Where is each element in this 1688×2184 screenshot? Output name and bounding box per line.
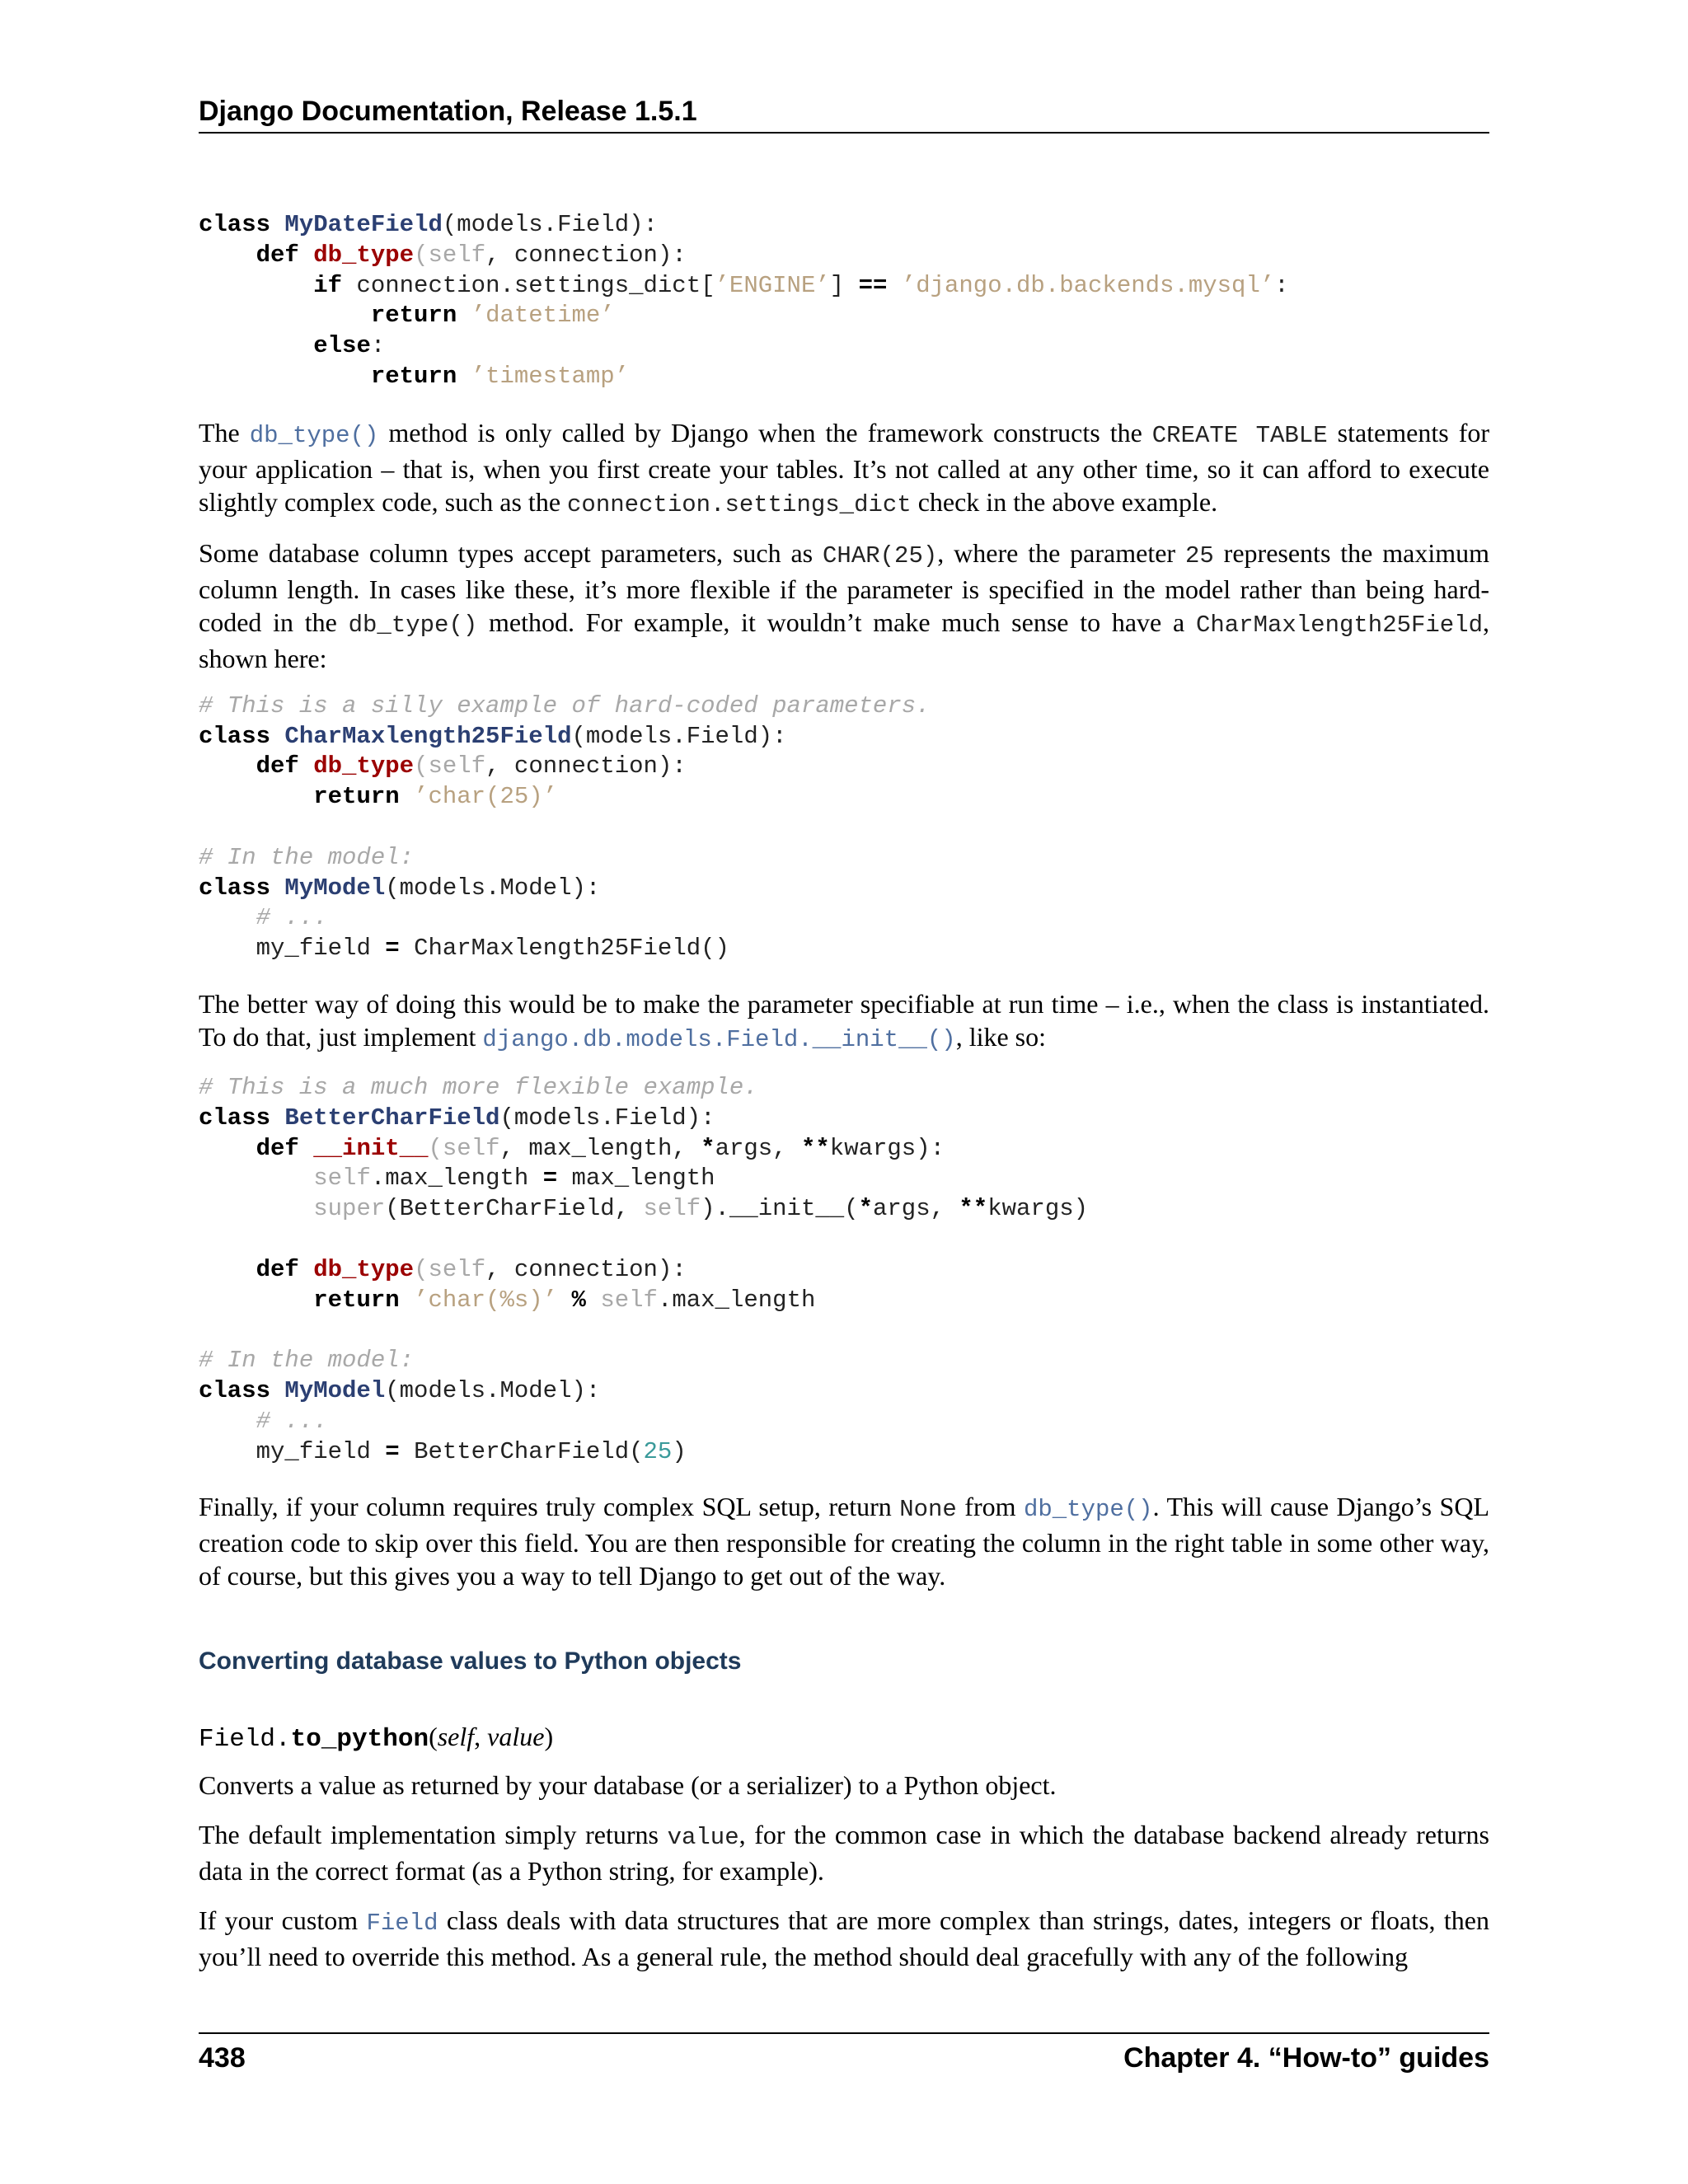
code-self: self	[442, 1134, 500, 1162]
code-token: , connection):	[485, 241, 687, 269]
code-token: connection.settings_dict[	[342, 271, 715, 299]
code-string: ’django.db.backends.mysql’	[901, 271, 1275, 299]
code-string: ’char(25)’	[414, 783, 558, 811]
code-operator: **	[800, 1134, 830, 1162]
text-run: class deals with data structures that are more complex than strings, dates, integers or floats, then you’ll need to override this method. As a general rule, the method should deal gracefully with any of the following	[199, 1905, 1490, 1972]
code-token: (models.Field):	[442, 211, 658, 238]
code-token: , connection):	[485, 1255, 687, 1283]
inline-code: connection.settings_dict	[567, 490, 912, 518]
code-token: (models.Field):	[499, 1104, 715, 1132]
page-header	[199, 92, 1489, 134]
paragraph-default-impl	[199, 1818, 1489, 1887]
signature-paren: (	[429, 1722, 438, 1752]
code-comment: # ...	[256, 1407, 328, 1435]
code-string: ’timestamp’	[471, 362, 630, 390]
code-token	[887, 272, 901, 299]
code-operator: =	[542, 1165, 558, 1193]
inline-code: CHAR(25)	[823, 541, 938, 569]
text-run: from	[956, 1492, 1024, 1522]
code-class-name: BetterCharField	[284, 1104, 500, 1132]
code-self: self	[428, 752, 486, 780]
code-token: return	[313, 1286, 400, 1314]
code-function-name: db_type	[313, 752, 415, 780]
code-operator: =	[385, 935, 400, 963]
code-token: max_length	[557, 1165, 715, 1193]
code-token: class	[199, 722, 271, 750]
code-token: return	[313, 783, 400, 811]
code-block-charmaxlength	[199, 691, 1489, 964]
code-self: self	[428, 241, 486, 269]
code-function-name: __init__	[313, 1134, 429, 1162]
signature-param: self	[437, 1722, 475, 1752]
code-operator: ==	[858, 271, 888, 299]
code-token: (	[414, 241, 429, 269]
code-token: class	[199, 874, 271, 902]
code-token: kwargs)	[987, 1195, 1089, 1223]
code-comment: # In the model:	[199, 843, 415, 871]
text-run: The default implementation simply returns	[199, 1820, 668, 1850]
code-operator: =	[385, 1437, 400, 1465]
code-token: return	[370, 362, 457, 390]
code-comment: # In the model:	[199, 1347, 415, 1375]
text-run: If your custom	[199, 1905, 367, 1936]
code-token: .max_length	[657, 1286, 816, 1314]
code-token: (models.Field):	[571, 722, 787, 750]
paragraph-db-type	[199, 416, 1489, 522]
code-token: .max_length	[370, 1165, 543, 1193]
code-token: class	[199, 1104, 271, 1132]
field-link[interactable]: Field	[366, 1910, 438, 1938]
page-footer	[199, 2032, 1489, 2079]
paragraph-parameters	[199, 537, 1489, 675]
code-token: args,	[715, 1134, 801, 1162]
text-run: check in the above example.	[911, 486, 1218, 517]
chapter-title: Chapter 4. “How-to” guides	[1123, 2042, 1489, 2074]
code-string: ’char(%s)’	[414, 1286, 558, 1314]
code-token: (BetterCharField,	[385, 1195, 644, 1223]
text-run: , shown here:	[199, 607, 1490, 673]
code-token: def	[256, 1255, 299, 1283]
text-run: The better way of doing this would be to make the parameter specifiable at run time – i.e., when the class is instantiated. To do that, just implement	[199, 988, 1489, 1052]
code-token: return	[370, 302, 457, 330]
code-self: self	[428, 1255, 486, 1283]
code-token: class	[199, 211, 271, 238]
code-class-name: MyDateField	[284, 211, 443, 238]
signature-separator: ,	[474, 1722, 488, 1752]
code-self: self	[313, 1165, 371, 1193]
code-token: (	[428, 1134, 443, 1162]
method-signature	[199, 1719, 1489, 1757]
code-token: :	[1274, 271, 1289, 299]
code-token: def	[256, 1134, 299, 1162]
code-token: ).__init__(	[701, 1195, 859, 1223]
paragraph-finally	[199, 1490, 1489, 1592]
section-heading: Converting database values to Python objects	[199, 1647, 742, 1675]
page-content	[199, 210, 1489, 1973]
text-run: The	[199, 417, 250, 448]
signature-param: value	[487, 1722, 545, 1752]
code-comment: # This is a silly example of hard-coded parameters.	[199, 691, 931, 719]
paragraph-better-way	[199, 987, 1489, 1057]
code-builtin: super	[313, 1195, 386, 1223]
code-token: (	[414, 1255, 429, 1283]
signature-paren: )	[544, 1722, 554, 1752]
signature-class: Field.	[199, 1725, 291, 1755]
text-run: , for the common case in which the database backend already returns data in the correct format (as a Python string, for example).	[199, 1820, 1490, 1886]
code-operator: %	[571, 1286, 586, 1314]
code-function-name: db_type	[313, 241, 415, 269]
text-run: Finally, if your column requires truly complex SQL setup, return	[199, 1492, 900, 1522]
text-run: statements for your application – that is, when you first create your tables. It’s not called at any other time, so it can afford to execute slightly complex code, such as the	[199, 417, 1490, 517]
inline-code: CharMaxlength25Field	[1195, 611, 1484, 639]
code-block-mydatefield	[199, 210, 1489, 392]
code-token: args,	[872, 1195, 959, 1223]
code-function-name: db_type	[313, 1255, 415, 1283]
inline-code: None	[899, 1496, 957, 1524]
code-operator: *	[701, 1134, 715, 1162]
text-run: . This will cause Django’s SQL creation code to skip over this field. You are then responsible for creating the column in the right table in some other way, of course, but this gives you a way to tell Django to get out of the way.	[199, 1492, 1490, 1591]
code-comment: # This is a much more flexible example.	[199, 1073, 758, 1101]
code-token: my_field	[256, 935, 386, 963]
code-number: 25	[643, 1437, 673, 1465]
code-token: :	[370, 332, 386, 360]
text-run: Some database column types accept parameters, such as	[199, 537, 823, 568]
code-token: def	[256, 241, 299, 269]
code-operator: *	[858, 1195, 873, 1223]
code-token: (	[414, 752, 429, 780]
code-token: class	[199, 1376, 271, 1404]
code-comment: # ...	[256, 904, 328, 932]
inline-code: db_type()	[348, 611, 478, 639]
code-token: )	[672, 1437, 687, 1465]
code-token: if	[313, 271, 343, 299]
code-token: , max_length,	[499, 1134, 701, 1162]
code-token: (models.Model):	[385, 1376, 601, 1404]
code-token: CharMaxlength25Field()	[399, 935, 729, 963]
code-class-name: CharMaxlength25Field	[284, 722, 572, 750]
paragraph-converts: Converts a value as returned by your database (or a serializer) to a Python object.	[199, 1770, 1057, 1801]
text-run: method. For example, it wouldn’t make much sense to have a	[477, 607, 1196, 637]
code-self: self	[600, 1286, 658, 1314]
code-token: def	[256, 752, 299, 780]
db-type-link[interactable]: db_type()	[249, 421, 379, 449]
code-token: else	[313, 332, 371, 360]
code-token: kwargs):	[829, 1134, 945, 1162]
header-title: Django Documentation, Release 1.5.1	[199, 96, 697, 127]
code-string: ’ENGINE’	[715, 271, 830, 299]
paragraph-custom-field	[199, 1904, 1489, 1973]
inline-code: value	[667, 1824, 739, 1852]
code-token: , connection):	[485, 752, 687, 780]
text-run: method is only called by Django when the framework constructs the	[378, 417, 1152, 448]
code-self: self	[643, 1195, 701, 1223]
code-token: ]	[829, 271, 859, 299]
code-string: ’datetime’	[471, 302, 615, 330]
inline-code: 25	[1184, 541, 1214, 569]
code-token: (models.Model):	[385, 874, 601, 902]
code-block-bettercharfield	[199, 1073, 1489, 1467]
code-token: BetterCharField(	[399, 1437, 644, 1465]
text-run: represents the maximum column length. In cases like these, it’s more flexible if the parameter is specified in the model rather than being hard-coded in the	[199, 537, 1490, 637]
inline-code: CREATE TABLE	[1151, 421, 1328, 449]
code-class-name: MyModel	[284, 874, 386, 902]
signature-method-name: to_python	[290, 1725, 429, 1755]
code-operator: **	[959, 1195, 988, 1223]
text-run: , like so:	[955, 1021, 1047, 1052]
code-token: my_field	[256, 1437, 386, 1465]
code-class-name: MyModel	[284, 1376, 386, 1404]
text-run: , where the parameter	[937, 537, 1185, 568]
field-init-link[interactable]: django.db.models.Field.__init__()	[482, 1025, 956, 1053]
db-type-link[interactable]: db_type()	[1023, 1496, 1153, 1524]
page-number: 438	[199, 2042, 246, 2074]
